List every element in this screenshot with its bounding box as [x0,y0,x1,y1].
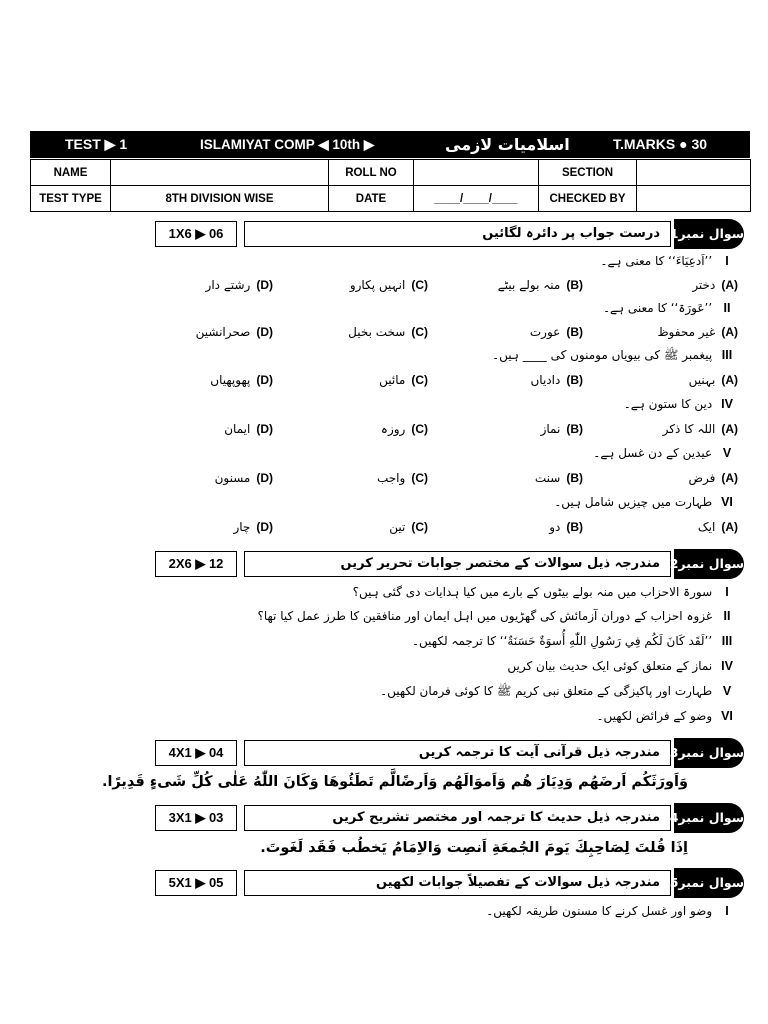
roll-no-label: ROLL NO [329,160,414,186]
question-3-instruction: مندرجہ ذیل قرآنی آیت کا ترجمہ کریں [244,740,671,766]
mcq-option[interactable] [583,420,738,438]
short-question [118,707,738,725]
mcq-stem [118,395,738,413]
option-text: عورت [529,325,561,339]
question-5-instruction: مندرجہ ذیل سوالات کے تفصیلاً جوابات لکھیں [244,870,671,896]
option-text: ایمان [224,422,251,436]
subject-title: ISLAMIYAT COMP ◀ 10th ▶ [200,137,375,152]
short-question [118,632,738,650]
mcq-number: V [722,446,732,460]
mcq-number: II [723,301,731,315]
subject-title-urdu: اسلامیات لازمی [445,135,570,154]
option-text: روزہ [380,422,406,436]
option-letter: (C) [411,422,428,436]
short-question [118,657,738,675]
question-4-header [0,803,768,833]
mcq-stem [118,252,738,270]
question-1-header [0,219,768,249]
test-header-bar [30,131,750,158]
name-field[interactable] [111,160,329,186]
mcq-option[interactable] [583,469,738,487]
mcq-option[interactable] [583,323,738,341]
option-text: مائیں [379,373,406,387]
option-text: رشتے دار [205,278,251,292]
question-number: II [723,609,731,623]
hadith-text: اِذَا قُلتَ لِصَاحِبِكَ يَومَ الجُمعَةِ اَنصِت وَالاِمَامُ يَخطُب فَقَد لَغَوتَ. [260,840,688,856]
option-text: چار [233,520,251,534]
option-letter: (A) [721,373,738,387]
question-text: ’’لَقَد كَانَ لَكُم فِي رَسُولِ اللّٰهِ أُسوَةٌ حَسَنَةٌ‘‘ کا ترجمہ لکھیں۔ [412,634,713,648]
option-letter: (B) [566,422,583,436]
question-text: وضو اور غسل کرنے کا مسنون طریقہ لکھیں۔ [486,904,713,918]
mcq-stem [118,493,738,511]
mcq-stem [118,299,738,317]
mcq-option[interactable] [428,420,583,438]
question-number: V [722,684,732,698]
mcq-option[interactable] [118,323,273,341]
question-number: I [725,904,729,918]
question-4-instruction: مندرجہ ذیل حدیث کا ترجمہ اور مختصر تشریح کریں [244,805,671,831]
mcq-option[interactable] [118,371,273,389]
option-letter: (D) [256,373,273,387]
mcq-option[interactable] [273,276,428,294]
short-question [118,607,738,625]
question-text: وضو کے فرائض لکھیں۔ [596,709,713,723]
mcq-option[interactable] [583,371,738,389]
question-2-label: سوال نمبر2) [674,549,744,579]
question-3-label: سوال نمبر3) [674,738,744,768]
question-1-marks: 1X6 ▶ 06 [155,221,237,247]
option-text: بہنیں [688,373,716,387]
option-letter: (C) [411,278,428,292]
option-text: انہیں پکارو [349,278,406,292]
test-type-label: TEST TYPE [31,186,111,212]
mcq-option[interactable] [428,518,583,536]
option-text: ایک [697,520,716,534]
short-question [118,583,738,601]
mcq-option[interactable] [428,323,583,341]
question-number: IV [721,659,733,673]
mcq-stem-text: طہارت میں چیزیں شامل ہیں۔ [554,495,713,509]
question-text: غزوہ احزاب کے دوران آزمائش کی گھڑیوں میں اہل ایمان اور منافقین کا طرز عمل کیا تھا؟ [257,609,713,623]
option-text: اللہ کا ذکر [662,422,716,436]
option-text: دختر [692,278,716,292]
option-letter: (B) [566,520,583,534]
mcq-option[interactable] [273,469,428,487]
question-5-marks: 5X1 ▶ 05 [155,870,237,896]
question-1-instruction: درست جواب پر دائرہ لگائیں [244,221,671,247]
mcq-option[interactable] [118,276,273,294]
question-1-label: سوال نمبر1) [674,219,744,249]
mcq-option[interactable] [118,420,273,438]
mcq-option[interactable] [428,276,583,294]
option-letter: (A) [721,471,738,485]
mcq-number: IV [721,397,733,411]
mcq-option[interactable] [273,518,428,536]
question-text: نماز کے متعلق کوئی ایک حدیث بیان کریں [507,659,713,673]
mcq-stem [118,346,738,364]
option-letter: (D) [256,471,273,485]
option-letter: (B) [566,471,583,485]
mcq-option[interactable] [428,371,583,389]
question-2-instruction: مندرجہ ذیل سوالات کے مختصر جوابات تحریر کریں [244,551,671,577]
question-text: طہارت اور پاکیزگی کے متعلق نبی کریم ﷺ کا کوئی فرمان لکھیں۔ [380,684,713,698]
option-letter: (C) [411,373,428,387]
option-letter: (A) [721,520,738,534]
name-label: NAME [31,160,111,186]
option-letter: (B) [566,278,583,292]
option-letter: (A) [721,325,738,339]
mcq-stem-text: عیدین کے دن غسل ہے۔ [593,446,713,460]
question-number: VI [721,709,733,723]
total-marks: T.MARKS ● 30 [613,136,708,152]
option-text: فرض [688,471,716,485]
option-text: نماز [540,422,561,436]
option-letter: (C) [411,325,428,339]
section-field[interactable] [637,160,751,186]
mcq-number: VI [721,495,733,509]
question-4-label: سوال نمبر4) [674,803,744,833]
mcq-number: III [721,348,733,362]
mcq-stem-text: ’’عَورَۃ‘‘ کا معنی ہے۔ [602,301,713,315]
option-text: دادیاں [530,373,561,387]
mcq-option[interactable] [583,276,738,294]
option-letter: (D) [256,325,273,339]
mcq-option[interactable] [273,323,428,341]
date-label: DATE [329,186,414,212]
short-question [118,682,738,700]
option-text: غیر محفوظ [657,325,716,339]
date-field[interactable]: ____/____/____ [414,186,539,212]
question-3-header [0,738,768,768]
option-text: صحرانشین [195,325,251,339]
quran-verse: وَاَورَثَكُم اَرضَهُم وَدِيَارَ هُم وَاَموَالَهُم وَاَرضًالَّم تَطَئُوهَا وَكَانَ اللّٰهُ عَلٰى كُلِّ شَىءٍ قَدِيرًا. [101,774,688,790]
test-type-value: 8TH DIVISION WISE [111,186,329,212]
question-number: III [721,634,733,648]
option-letter: (D) [256,520,273,534]
student-info-table [30,159,751,212]
question-2-marks: 2X6 ▶ 12 [155,551,237,577]
option-text: واجب [376,471,406,485]
checked-by-field[interactable] [637,186,751,212]
mcq-option[interactable] [428,469,583,487]
mcq-stem-text: دین کا ستون ہے۔ [623,397,713,411]
mcq-number: I [725,254,729,268]
question-3-marks: 4X1 ▶ 04 [155,740,237,766]
option-text: مسنون [214,471,251,485]
test-number: TEST ▶ 1 [65,136,128,152]
roll-no-field[interactable] [414,160,539,186]
mcq-stem [118,444,738,462]
mcq-option[interactable] [118,518,273,536]
option-text: سنت [534,471,561,485]
question-4-marks: 3X1 ▶ 03 [155,805,237,831]
option-text: تین [389,520,406,534]
option-letter: (A) [721,278,738,292]
mcq-option[interactable] [273,371,428,389]
mcq-option[interactable] [118,469,273,487]
mcq-option[interactable] [583,518,738,536]
option-text: سخت بخیل [348,325,406,339]
mcq-stem-text: ’’اَدعِيَاءَ‘‘ کا معنی ہے۔ [600,254,713,268]
question-5-label: سوال نمبر5) [674,868,744,898]
option-letter: (D) [256,422,273,436]
option-letter: (B) [566,325,583,339]
option-letter: (C) [411,520,428,534]
option-letter: (D) [256,278,273,292]
question-5-header [0,868,768,898]
option-letter: (A) [721,422,738,436]
question-number: I [725,585,729,599]
question-text: سورۃ الاحزاب میں منہ بولے بیٹوں کے بارے میں کیا ہدایات دی گئی ہیں؟ [352,585,713,599]
mcq-option[interactable] [273,420,428,438]
option-letter: (C) [411,471,428,485]
checked-by-label: CHECKED BY [539,186,637,212]
option-text: منہ بولے بیٹے [497,278,561,292]
option-letter: (B) [566,373,583,387]
question-2-header [0,549,768,579]
section-label: SECTION [539,160,637,186]
option-text: پھوپھیاں [210,373,251,387]
long-question [118,902,738,920]
mcq-stem-text: پیغمبر ﷺ کی بیویاں مومنوں کی ____ ہیں۔ [492,348,713,362]
option-text: دو [549,520,561,534]
